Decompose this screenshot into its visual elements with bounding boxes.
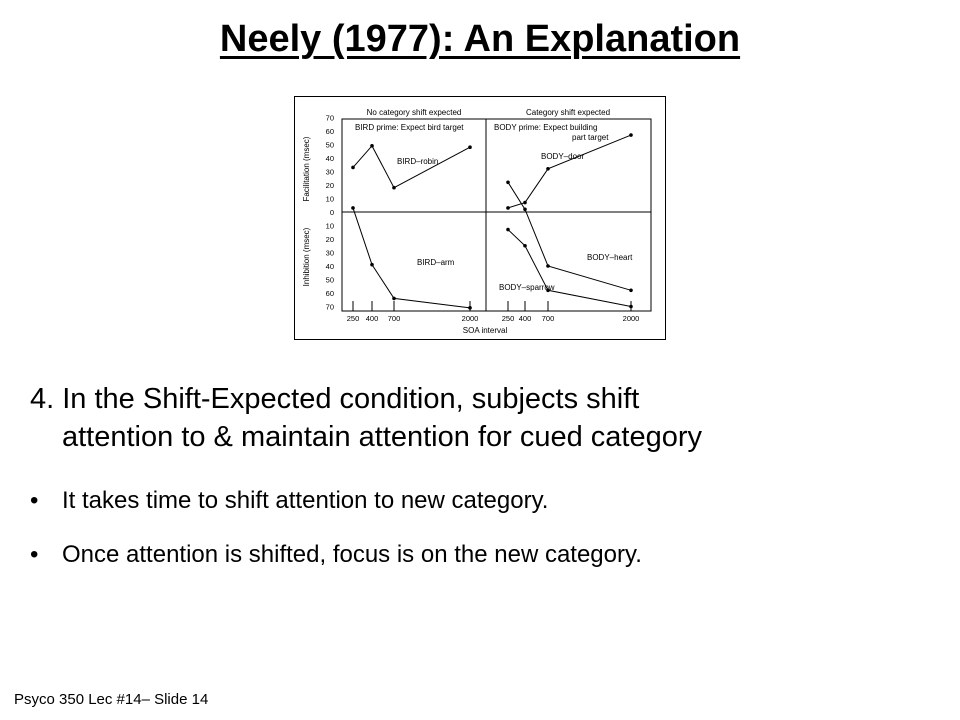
y-tick-label: 70 [325, 302, 334, 312]
main-point [30, 380, 910, 456]
x-tick-label: 250 [346, 314, 360, 323]
data-point-body-door [523, 201, 527, 205]
series-line-body-door [508, 135, 631, 208]
y-tick-label: 50 [325, 275, 334, 285]
label-bird-arm: BIRD–arm [417, 258, 455, 267]
data-point-bird-robin [392, 186, 396, 190]
data-point-body-heart [506, 181, 510, 185]
data-point-bird-arm [370, 263, 374, 267]
x-tick-label: 400 [518, 314, 532, 323]
y-tick-label: 60 [325, 127, 334, 136]
y-tick-label: 70 [325, 113, 334, 123]
x-tick-label: 700 [387, 314, 401, 323]
right-subtitle-2: part target [572, 133, 609, 142]
bullet-text: It takes time to shift attention to new category. [62, 487, 549, 514]
data-point-body-heart [546, 264, 550, 268]
y-tick-label: 10 [325, 194, 334, 204]
x-tick-label: 2000 [461, 314, 479, 323]
y-upper-label: Facilitation (msec) [302, 136, 311, 202]
main-point-line-1: 4. In the Shift-Expected condition, subjects shift [30, 383, 640, 415]
slide-footer: Psyco 350 Lec #14– Slide 14 [14, 691, 209, 708]
x-tick-label: 250 [501, 314, 515, 323]
slide-title: Neely (1977): An Explanation [219, 18, 741, 60]
neely-figure [294, 96, 666, 340]
x-tick-label: 700 [541, 314, 555, 323]
bullet-dot: • [30, 487, 39, 514]
y-tick-label: 40 [325, 262, 334, 271]
x-axis-label: SOA interval [462, 326, 508, 335]
y-tick-label: 30 [325, 167, 334, 177]
label-body-door: BODY–door [541, 152, 585, 161]
data-point-body-sparrow [523, 244, 527, 248]
data-point-bird-arm [351, 206, 355, 210]
y-tick-label: 40 [325, 154, 334, 163]
main-point-line-2: attention to & maintain attention for cued category [62, 421, 703, 453]
y-tick-label: 20 [325, 181, 334, 190]
data-point-body-door [506, 206, 510, 210]
data-point-bird-arm [468, 306, 472, 310]
left-subtitle: BIRD prime: Expect bird target [355, 123, 464, 132]
y-tick-label: 30 [325, 248, 334, 258]
data-point-body-heart [629, 289, 633, 293]
data-point-body-sparrow [506, 228, 510, 232]
bullet-dot: • [30, 541, 39, 568]
series-line-body-heart [508, 182, 631, 290]
panel-right-title: Category shift expected [525, 108, 611, 117]
bullet-text: Once attention is shifted, focus is on the new category. [62, 541, 642, 568]
neely-chart [295, 97, 665, 339]
data-point-body-door [546, 167, 550, 171]
data-point-body-heart [523, 208, 527, 212]
label-bird-robin: BIRD–robin [397, 157, 439, 166]
x-tick-label: 2000 [622, 314, 640, 323]
x-tick-label: 400 [365, 314, 379, 323]
data-point-bird-robin [468, 145, 472, 149]
series-line-bird-robin [353, 146, 470, 188]
y-tick-label: 20 [325, 235, 334, 244]
data-point-body-door [629, 133, 633, 137]
y-tick-label: 0 [329, 208, 334, 217]
label-body-sparrow: BODY–sparrow [499, 283, 555, 292]
y-tick-label: 50 [325, 140, 334, 150]
data-point-bird-arm [392, 297, 396, 301]
y-lower-label: Inhibition (msec) [302, 227, 311, 287]
right-subtitle: BODY prime: Expect building [494, 123, 598, 132]
data-point-body-sparrow [629, 305, 633, 309]
series-line-body-sparrow [508, 230, 631, 307]
y-tick-label: 10 [325, 221, 334, 231]
data-point-bird-robin [351, 166, 355, 170]
data-point-bird-robin [370, 144, 374, 148]
y-tick-label: 60 [325, 289, 334, 298]
label-body-heart: BODY–heart [587, 253, 633, 262]
panel-left-title: No category shift expected [366, 108, 462, 117]
